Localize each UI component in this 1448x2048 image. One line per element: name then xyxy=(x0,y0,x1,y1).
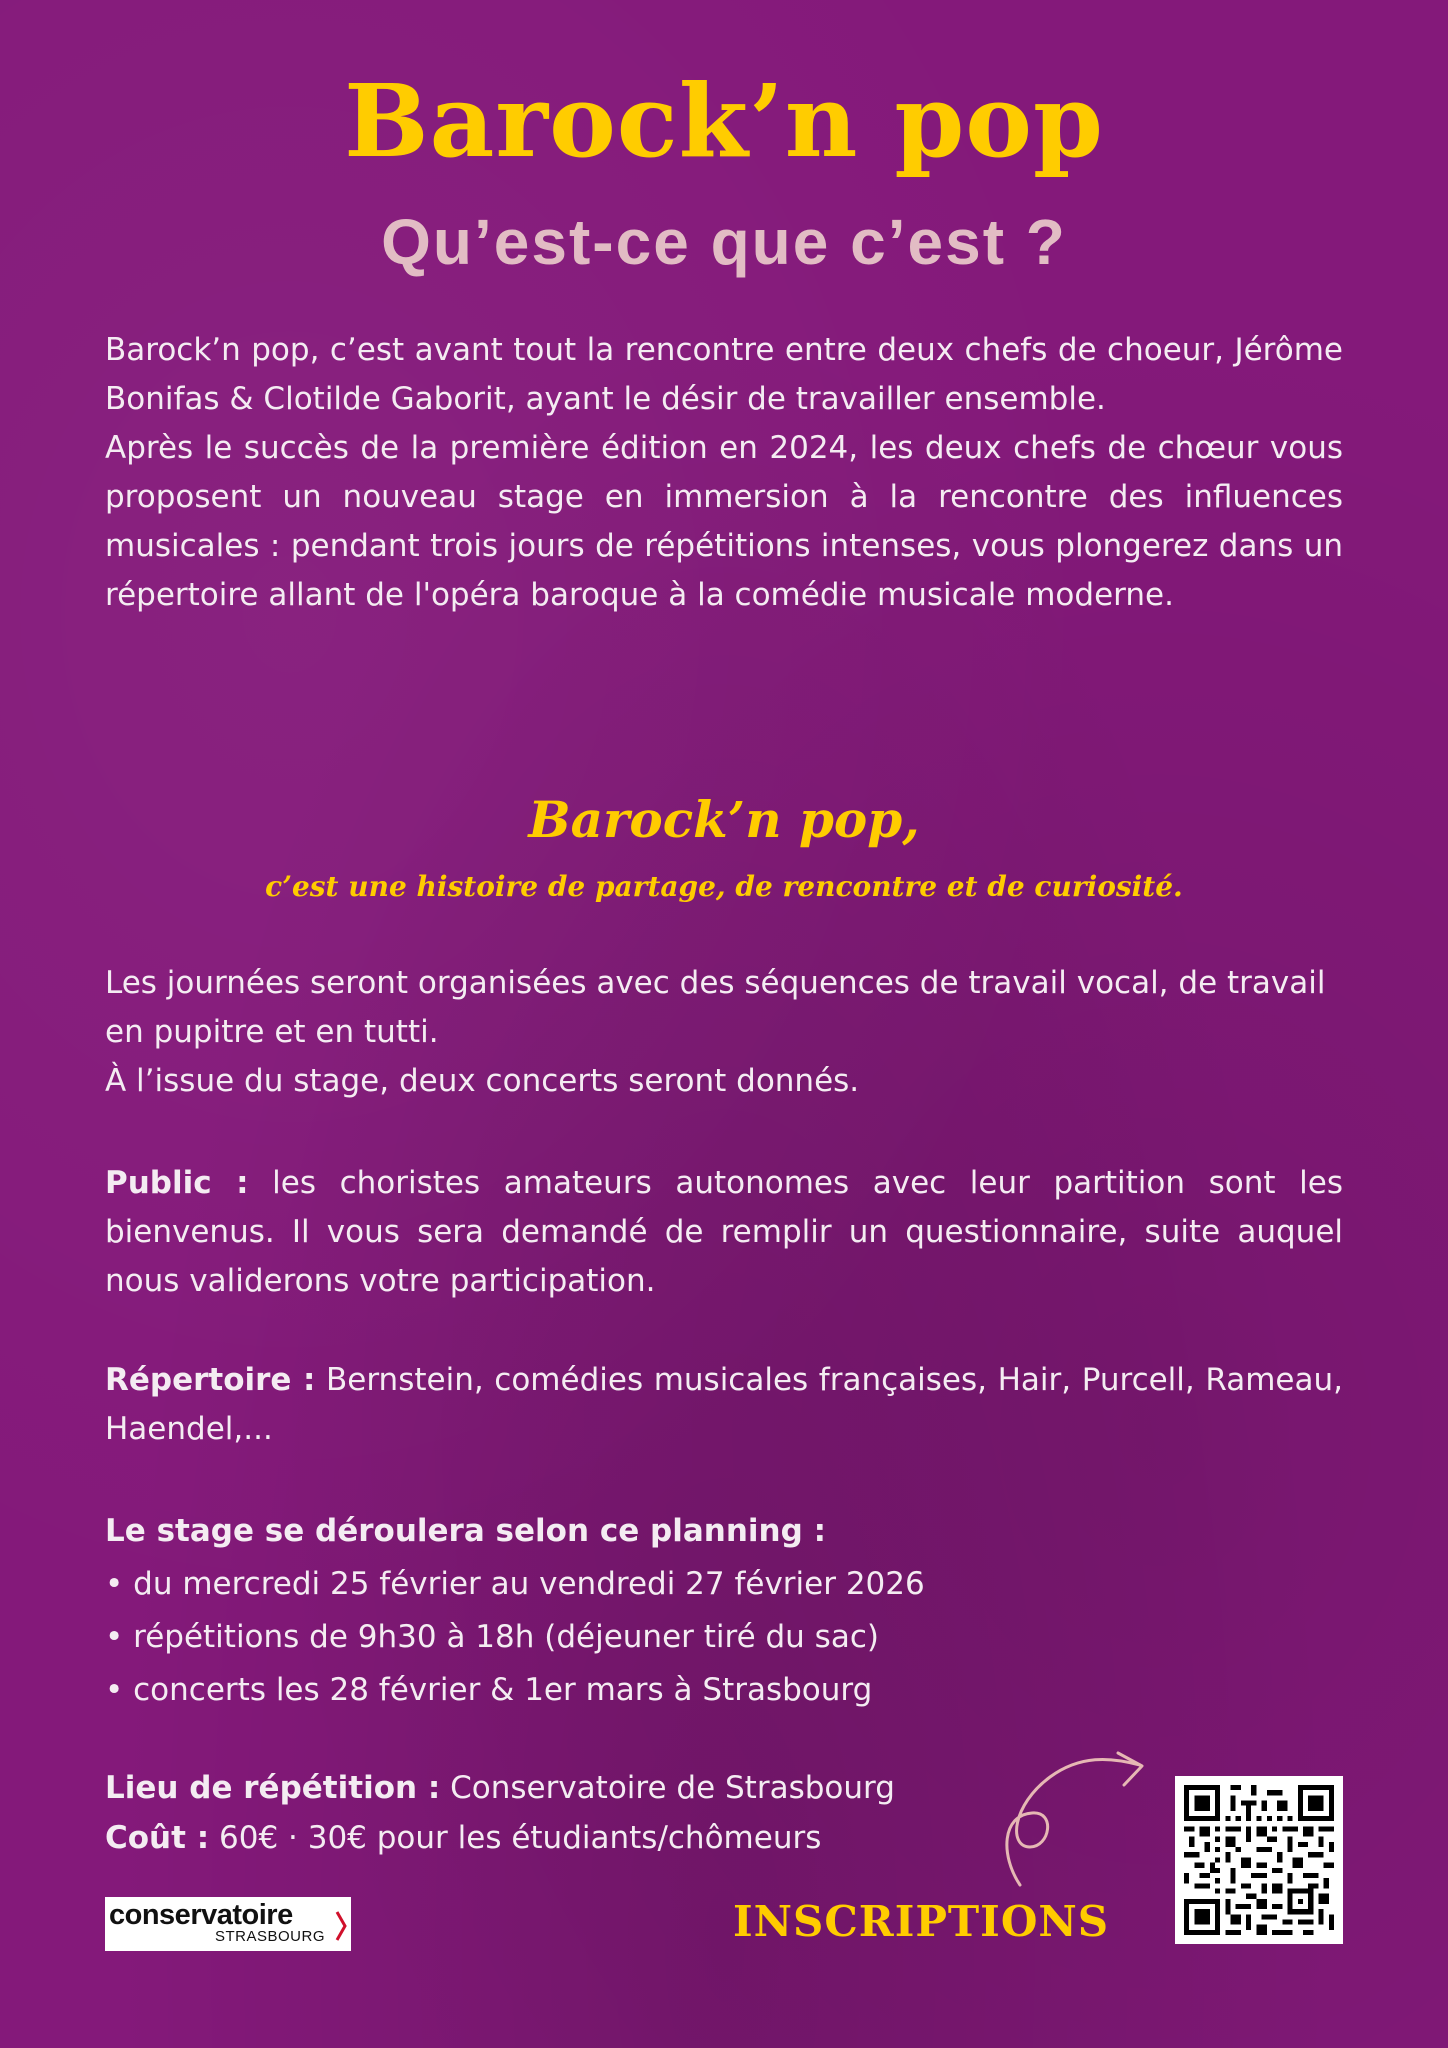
page-title: Barock’n pop xyxy=(344,62,1104,180)
repertoire-paragraph xyxy=(105,1356,1343,1454)
repertoire-text: Bernstein, comédies musicales françaises, Hair, Purcell, Rameau, Haendel,... xyxy=(105,1362,1343,1447)
planning-item: • répétitions de 9h30 à 18h (déjeuner tiré du sac) xyxy=(105,1619,879,1655)
qr-code-icon xyxy=(1184,1785,1334,1935)
repertoire-section xyxy=(105,1356,1343,1454)
intro-paragraph-2: Après le succès de la première édition en 2024, les deux chefs de chœur vous proposent un nouveau stage en immersion à la rencontre des influences musicales : pendant trois jours de répétitions intenses, vous plongerez dans un répertoire allant de l'opéra baroque à la comédie musicale moderne. xyxy=(105,430,1343,613)
chevron-right-icon xyxy=(334,1909,348,1943)
inscriptions-link[interactable]: INSCRIPTIONS xyxy=(733,1897,1110,1946)
planning-heading-text: Le stage se déroulera selon ce planning : xyxy=(105,1513,826,1549)
lieu-text: Conservatoire de Strasbourg xyxy=(440,1770,895,1806)
planning-heading xyxy=(105,1505,1343,1558)
intro-section xyxy=(105,326,1343,620)
qr-code[interactable] xyxy=(1175,1776,1343,1944)
planning-item: • du mercredi 25 février au vendredi 27 février 2026 xyxy=(105,1566,925,1602)
logo-sub-text: STRASBOURG xyxy=(214,1928,325,1945)
public-text: les choristes amateurs autonomes avec leur partition sont les bienvenus. Il vous sera demandé de remplir un questionnaire, suite auquel nous validerons votre participation. xyxy=(105,1165,1343,1299)
days-paragraph-1: Les journées seront organisées avec des séquences de travail vocal, de travail en pupitre et en tutti. xyxy=(105,965,1326,1050)
cout-text: 60€ · 30€ pour les étudiants/chômeurs xyxy=(209,1820,822,1856)
days-paragraph-2: À l’issue du stage, deux concerts seront donnés. xyxy=(105,1063,860,1099)
intro-paragraph-1: Barock’n pop, c’est avant tout la rencontre entre deux chefs de choeur, Jérôme Bonifas & Clotilde Gaborit, ayant le désir de travailler ensemble. xyxy=(105,332,1343,417)
logo-main-text: conservatoire xyxy=(109,1899,293,1931)
cout-label: Coût : xyxy=(105,1820,210,1856)
planning-item: • concerts les 28 février & 1er mars à Strasbourg xyxy=(105,1672,873,1708)
page-subtitle: Qu’est-ce que c’est ? xyxy=(381,206,1067,278)
public-label: Public : xyxy=(105,1165,249,1201)
days-section xyxy=(105,959,1343,1106)
tagline-subtitle: c’est une histoire de partage, de rencontre et de curiosité. xyxy=(265,870,1183,903)
planning-section xyxy=(105,1505,1343,1717)
repertoire-label: Répertoire : xyxy=(105,1362,316,1398)
public-section xyxy=(105,1159,1343,1306)
conservatoire-logo[interactable] xyxy=(105,1897,351,1951)
curly-arrow-icon xyxy=(990,1735,1160,1895)
public-paragraph xyxy=(105,1159,1343,1306)
lieu-label: Lieu de répétition : xyxy=(105,1770,441,1806)
tagline-title: Barock’n pop, xyxy=(528,790,920,849)
